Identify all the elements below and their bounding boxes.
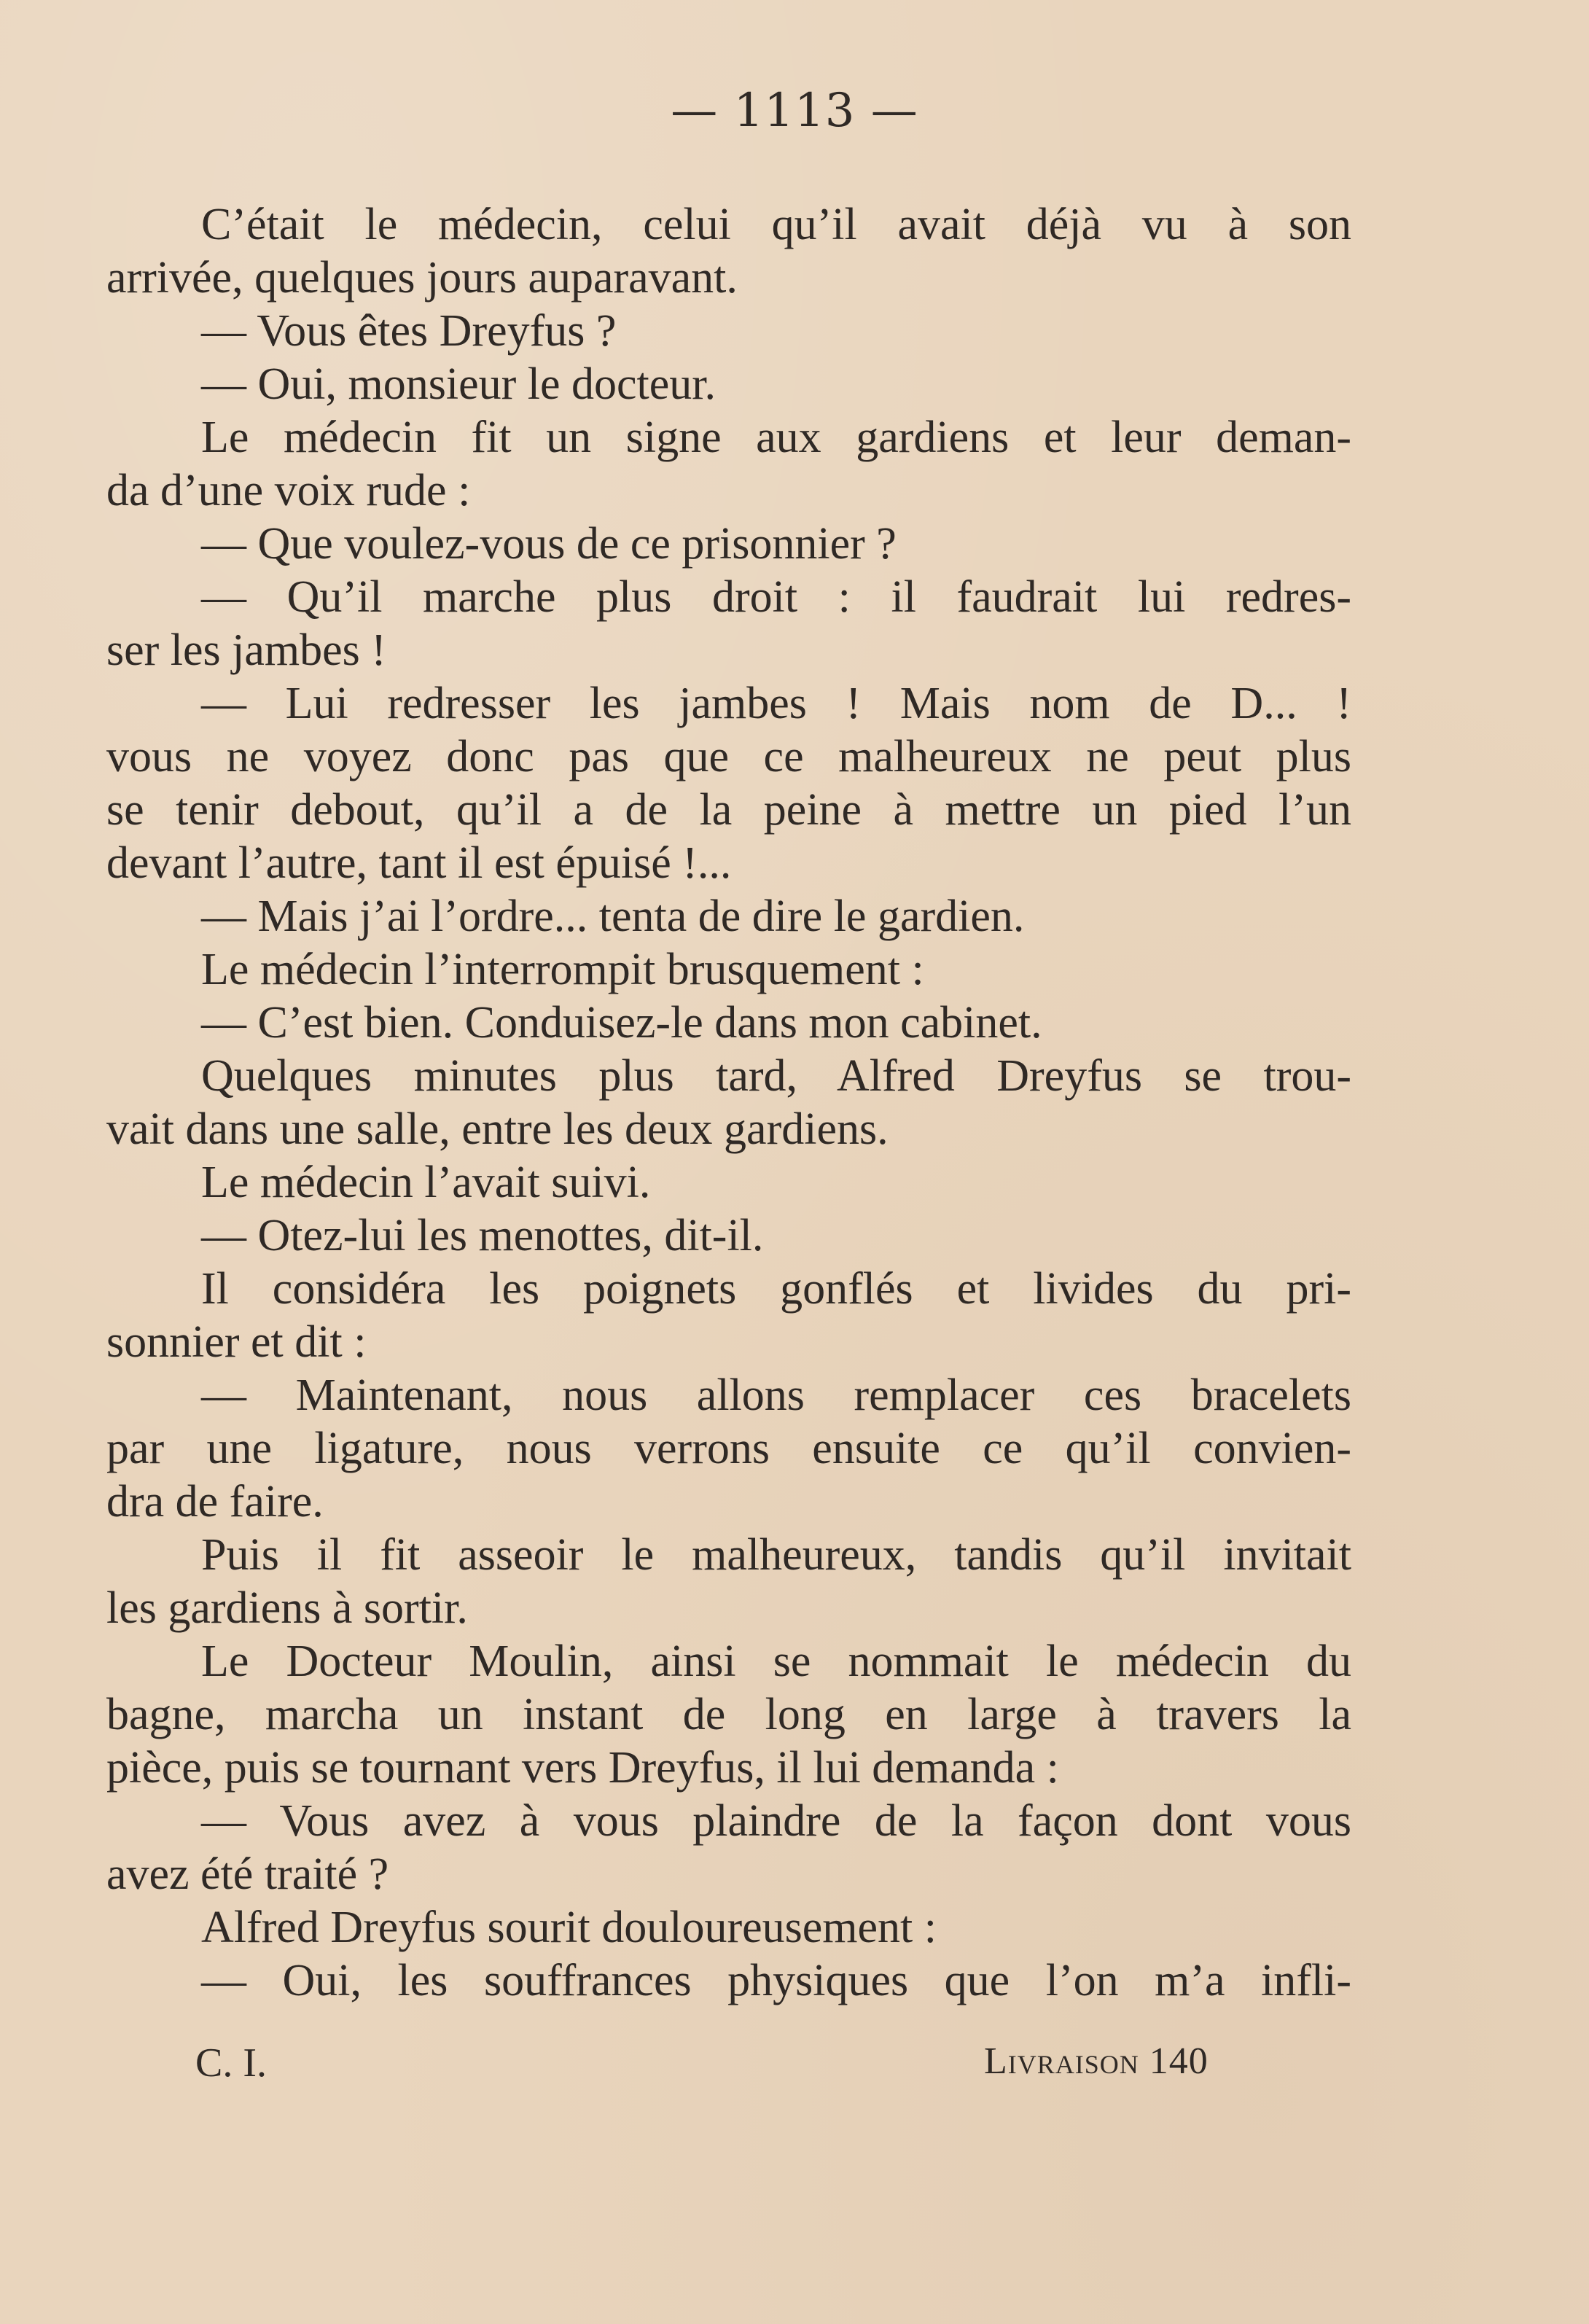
- text-line-32: avez été traité ?: [106, 1849, 389, 1899]
- text-line-13: devant l’autre, tant il est épuisé !...: [106, 838, 732, 888]
- text-line-23: — Maintenant, nous allons remplacer ces bracelets: [201, 1370, 1351, 1420]
- page-body-text: [106, 198, 1351, 2008]
- text-line-24: par une ligature, nous verrons ensuite ce qu’il convien-: [106, 1424, 1351, 1473]
- footer-signature: C. I.: [195, 2040, 267, 2086]
- text-line-11: vous ne voyez donc pas que ce malheureux ne peut plus: [106, 732, 1351, 781]
- text-line-8: — Qu’il marche plus droit : il faudrait lui redres-: [201, 572, 1351, 622]
- text-line-19: Le médecin l’avait suivi.: [201, 1158, 651, 1207]
- text-line-20: — Otez-lui les menottes, dit-il.: [201, 1211, 764, 1260]
- text-line-30: pièce, puis se tournant vers Dreyfus, il lui demanda :: [106, 1743, 1059, 1793]
- text-line-7: — Que voulez-vous de ce prisonnier ?: [201, 519, 897, 569]
- text-line-29: bagne, marcha un instant de long en large à travers la: [106, 1690, 1351, 1739]
- text-line-4: — Oui, monsieur le docteur.: [201, 359, 716, 409]
- text-line-21: Il considéra les poignets gonflés et livides du pri-: [201, 1264, 1351, 1314]
- text-line-15: Le médecin l’interrompit brusquement :: [201, 945, 924, 994]
- footer-livraison: Livraison 140: [984, 2040, 1209, 2082]
- text-line-1: C’était le médecin, celui qu’il avait déjà vu à son: [201, 200, 1351, 249]
- page-number-header: — 1113 —: [671, 84, 918, 138]
- text-line-2: arrivée, quelques jours auparavant.: [106, 253, 738, 303]
- text-line-27: les gardiens à sortir.: [106, 1583, 468, 1633]
- text-line-16: — C’est bien. Conduisez-le dans mon cabinet.: [201, 998, 1042, 1048]
- text-line-14: — Mais j’ai l’ordre... tenta de dire le gardien.: [201, 892, 1025, 941]
- text-line-17: Quelques minutes plus tard, Alfred Dreyfus se trou-: [201, 1051, 1351, 1101]
- text-line-28: Le Docteur Moulin, ainsi se nommait le médecin du: [201, 1637, 1351, 1686]
- text-line-31: — Vous avez à vous plaindre de la façon dont vous: [201, 1796, 1351, 1846]
- text-line-22: sonnier et dit :: [106, 1317, 367, 1367]
- text-line-9: ser les jambes !: [106, 625, 386, 675]
- text-line-12: se tenir debout, qu’il a de la peine à mettre un pied l’un: [106, 785, 1351, 835]
- text-line-10: — Lui redresser les jambes ! Mais nom de D... !: [201, 679, 1351, 728]
- text-line-26: Puis il fit asseoir le malheureux, tandis qu’il invitait: [201, 1530, 1351, 1580]
- text-line-18: vait dans une salle, entre les deux gardiens.: [106, 1104, 889, 1154]
- text-line-6: da d’une voix rude :: [106, 466, 471, 515]
- text-line-3: — Vous êtes Dreyfus ?: [201, 306, 617, 356]
- text-line-25: dra de faire.: [106, 1477, 324, 1526]
- text-line-34: — Oui, les souffrances physiques que l’on m’a infli-: [201, 1956, 1351, 2005]
- text-line-5: Le médecin fit un signe aux gardiens et leur deman-: [201, 413, 1351, 462]
- text-line-33: Alfred Dreyfus sourit douloureusement :: [201, 1903, 937, 1952]
